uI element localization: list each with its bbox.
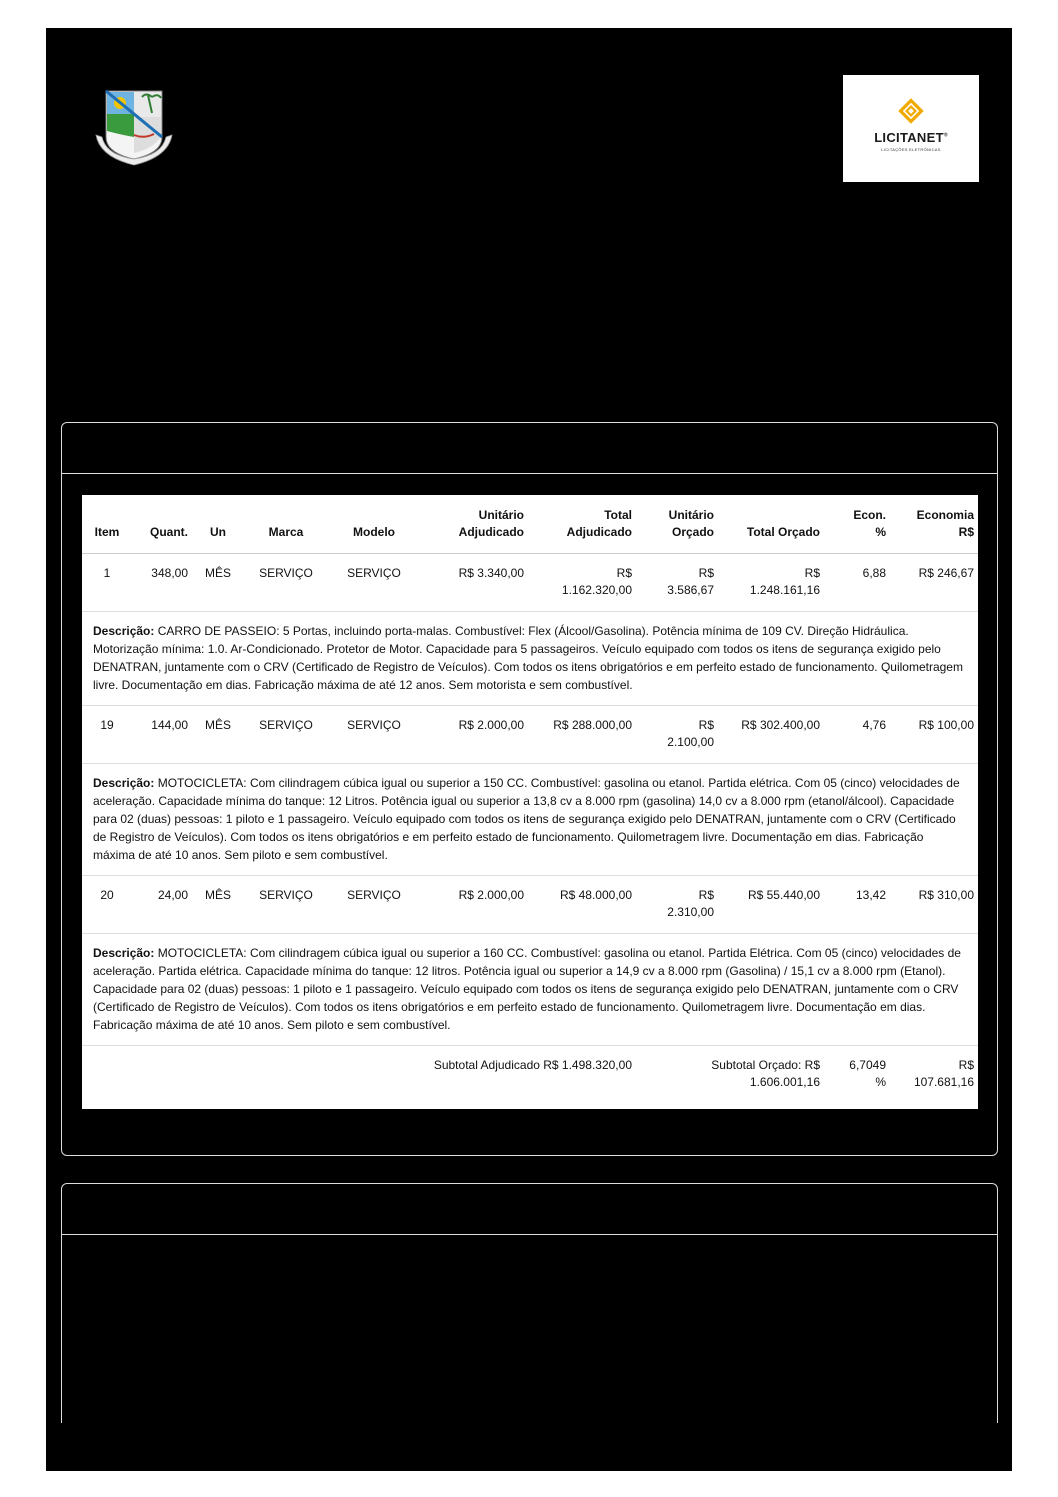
cell-economia: R$ 310,00 <box>890 876 978 934</box>
cell-marca: SERVIÇO <box>244 554 328 612</box>
cell-marca: SERVIÇO <box>244 706 328 764</box>
cell-unitario-orcado: R$ 2.100,00 <box>636 706 718 764</box>
table-row <box>82 554 978 612</box>
cell-econ-percent: 4,76 <box>824 706 890 764</box>
subtotal-econ-percent: 6,7049 % <box>849 1058 886 1089</box>
cell-economia: R$ 100,00 <box>890 706 978 764</box>
cell-unitario-orcado: R$ 3.586,67 <box>636 554 718 612</box>
partner-brand: LICITANET® <box>874 130 948 145</box>
cell-un: MÊS <box>192 706 244 764</box>
description-row <box>82 764 978 876</box>
cell-modelo: SERVIÇO <box>328 876 420 934</box>
col-unitario-adjudicado: Unitário Adjudicado <box>420 495 528 554</box>
items-table-container <box>82 495 978 1109</box>
cell-quant: 24,00 <box>132 876 192 934</box>
subtotal-adjudicado: Subtotal Adjudicado R$ 1.498.320,00 <box>433 1058 632 1072</box>
item-description: Descrição: MOTOCICLETA: Com cilindragem cúbica igual ou superior a 160 CC. Combustível: gasolina ou etanol. Partida Elétrica. Com 05 (cinco) velocidades de aceleração. Partida elétrica. Capacidade mínima do tanque: 12 litros. Potência igual ou superior a 14,9 cv a 8.000 rpm (Gasolina) / 15,1 cv a 8.000 rpm (Etanol). Capacidade para 02 (duas) pessoas: 1 piloto e 1 passageiro. Veículo equipado com todos os itens de segurança exigido pelo DENATRAN, juntamente com o CRV (Certificado de Registro de Veículos). Com todos os itens obrigatórios e em perfeito estado de funcionamento. Quilometragem livre. Documentação em dias. Fabricação máxima de até 10 anos. Sem piloto e sem combustível. <box>82 934 978 1046</box>
col-economia: Economia R$ <box>890 495 978 554</box>
description-row <box>82 934 978 1046</box>
cell-quant: 348,00 <box>132 554 192 612</box>
cell-item: 19 <box>82 706 132 764</box>
cell-unitario-orcado: R$ 2.310,00 <box>636 876 718 934</box>
cell-item: 1 <box>82 554 132 612</box>
col-un: Un <box>192 495 244 554</box>
table-header-row <box>82 495 978 554</box>
cell-marca: SERVIÇO <box>244 876 328 934</box>
col-quant: Quant. <box>132 495 192 554</box>
cell-total-orcado: R$ 1.248.161,16 <box>718 554 824 612</box>
subtotal-economia: R$ 107.681,16 <box>913 1058 974 1089</box>
diamond-logo-icon <box>897 97 925 125</box>
cell-total-adjudicado: R$ 1.162.320,00 <box>528 554 636 612</box>
item-description: Descrição: CARRO DE PASSEIO: 5 Portas, incluindo porta-malas. Combustível: Flex (Álcool/Gasolina). Potência mínima de 109 CV. Direção Hidráulica. Motorização mínima: 1.0. Ar-Condicionado. Protetor de Motor. Capacidade para 5 passageiros. Veículo equipado com todos os itens de segurança exigido pelo DENATRAN, juntamente com o CRV (Certificado de Registro de Veículos). Com todos os itens obrigatórios e em perfeito estado de funcionamento. Quilometragem livre. Documentação em dias. Fabricação máxima de até 12 anos. Sem motorista e sem combustível. <box>82 612 978 706</box>
cell-total-orcado: R$ 302.400,00 <box>718 706 824 764</box>
municipal-coat-of-arms <box>92 87 176 169</box>
description-row <box>82 612 978 706</box>
cell-total-orcado: R$ 55.440,00 <box>718 876 824 934</box>
cell-econ-percent: 6,88 <box>824 554 890 612</box>
cell-unitario-adjudicado: R$ 3.340,00 <box>420 554 528 612</box>
cell-total-adjudicado: R$ 48.000,00 <box>528 876 636 934</box>
cell-total-adjudicado: R$ 288.000,00 <box>528 706 636 764</box>
cell-un: MÊS <box>192 876 244 934</box>
cell-modelo: SERVIÇO <box>328 554 420 612</box>
col-unitario-orcado: Unitário Orçado <box>636 495 718 554</box>
cell-item: 20 <box>82 876 132 934</box>
cell-unitario-adjudicado: R$ 2.000,00 <box>420 706 528 764</box>
cell-unitario-adjudicado: R$ 2.000,00 <box>420 876 528 934</box>
cell-econ-percent: 13,42 <box>824 876 890 934</box>
bottom-panel <box>61 1183 998 1423</box>
partner-tagline: LICITAÇÕES ELETRÔNICAS <box>881 147 941 152</box>
col-total-orcado: Total Orçado <box>718 495 824 554</box>
bottom-panel-header <box>62 1184 997 1235</box>
col-modelo: Modelo <box>328 495 420 554</box>
table-row <box>82 876 978 934</box>
col-marca: Marca <box>244 495 328 554</box>
cell-modelo: SERVIÇO <box>328 706 420 764</box>
partner-logo <box>843 75 979 182</box>
col-item: Item <box>82 495 132 554</box>
col-total-adjudicado: Total Adjudicado <box>528 495 636 554</box>
item-description: Descrição: MOTOCICLETA: Com cilindragem cúbica igual ou superior a 150 CC. Combustível: gasolina ou etanol. Partida elétrica. Com 05 (cinco) velocidades de aceleração. Capacidade mínima do tanque: 12 Litros. Potência igual ou superior a 13,8 cv a 8.000 rpm (gasolina) 14,0 cv a 8.000 rpm (etanol/álcool). Capacidade para 02 (duas) pessoas: 1 piloto e 1 passageiro. Veículo equipado com todos os itens de segurança exigido pelo DENATRAN, juntamente com o CRV (Certificado de Registro de Veículos). Com todos os itens obrigatórios e em perfeito estado de funcionamento. Quilometragem livre. Documentação em dias. Fabricação máxima de até 10 anos. Sem piloto e sem combustível. <box>82 764 978 876</box>
cell-economia: R$ 246,67 <box>890 554 978 612</box>
table-row <box>82 706 978 764</box>
items-table <box>82 495 978 1103</box>
subtotal-row <box>82 1046 978 1104</box>
cell-un: MÊS <box>192 554 244 612</box>
items-panel-header <box>62 423 997 474</box>
col-econ-percent: Econ. % <box>824 495 890 554</box>
subtotal-orcado: Subtotal Orçado: R$ 1.606.001,16 <box>711 1058 820 1089</box>
cell-quant: 144,00 <box>132 706 192 764</box>
